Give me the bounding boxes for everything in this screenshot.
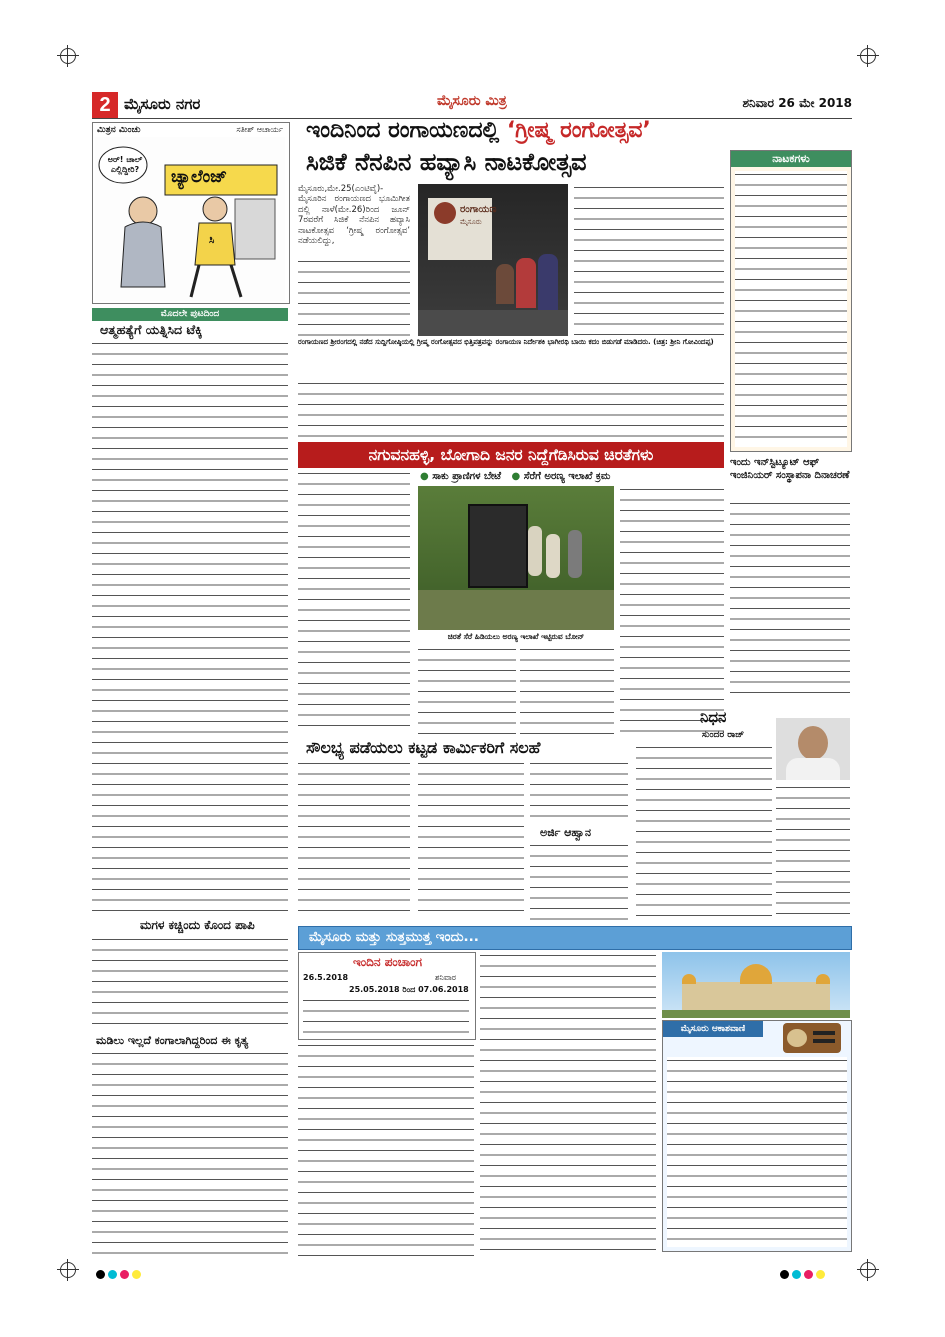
registration-mark-top-right (860, 48, 876, 64)
main-story-col3 (298, 380, 724, 438)
crime-story-body (92, 936, 288, 1028)
main-headline-prefix: ಇಂದಿನಿಂದ ರಂಗಾಯಣದಲ್ಲಿ (306, 118, 507, 143)
cartoon-box (92, 122, 290, 304)
cartoon-artist: ಸತೀಶ್ ಆಚಾರ್ಯ (236, 125, 283, 134)
cartoon-title: ಮಿತ್ರನ ಮಿಂಚು (97, 125, 141, 135)
panchanga-day: ಶನಿವಾರ (435, 973, 457, 982)
main-story-headline-line1 (306, 118, 651, 143)
story-left-headline: ಆತ್ಮಹತ್ಯೆಗೆ ಯತ್ನಿಸಿದ ಟೆಕ್ಕಿ (100, 322, 203, 337)
cartoon-speech-bubble: ಅರ್‌! ಚಾಲ್‌ ಎಲ್ಲಿದ್ದೀರಿ? (107, 155, 143, 174)
forest-story-col3 (520, 646, 614, 734)
color-dots-right (780, 1264, 828, 1283)
panchanga-title: ಇಂದಿನ ಪಂಚಾಂಗ (353, 955, 422, 969)
forest-story-tags: ● ಸಾಕು ಪ್ರಾಣಿಗಳ ಬೇಟೆ ● ಸೆರೆಗೆ ಅರಣ್ಯ ಇಲಾಖೆ ಕ್ರಮ (420, 471, 611, 482)
workers-story-col3 (530, 760, 628, 822)
radio-icon (783, 1023, 841, 1053)
page-date: ಶನಿವಾರ 26 ಮೇ 2018 (742, 96, 852, 110)
panchanga-range: 25.05.2018 ರಿಂದ 07.06.2018 (349, 985, 469, 994)
obituary-title: ನಿಧನ (700, 708, 727, 726)
main-headline-highlight: ‘ಗ್ರೀಷ್ಮ ರಂಗೋತ್ಸವ’ (506, 118, 651, 143)
forest-tag-2: ಸೆರೆಗೆ ಅರಣ್ಯ ಇಲಾಖೆ ಕ್ರಮ (523, 471, 611, 482)
forest-story-col1 (298, 470, 410, 734)
plays-box (730, 150, 852, 452)
cartoon-sign: ಚ್ಯಾಲೆಂಜ್ (171, 167, 228, 187)
registration-mark-bottom-left (60, 1262, 76, 1278)
section-name: ಮೈಸೂರು ನಗರ (124, 95, 201, 113)
events-banner-text: ಮೈಸೂರು ಮತ್ತು ಸುತ್ತಮುತ್ತ ಇಂದು... (309, 929, 479, 945)
panchanga-date: 26.5.2018 (303, 973, 349, 982)
banner-text: ರಂಗಾಯಣ (460, 204, 497, 215)
radio-box (662, 1020, 852, 1252)
application-title: ಅರ್ಜಿ ಆಹ್ವಾನ (540, 826, 592, 839)
obituary-body (636, 744, 772, 920)
story-left-kicker: ಮೊದಲೇ ಪುಟದಿಂದ (92, 308, 288, 321)
obituary-body-wide (776, 784, 850, 920)
institute-story-body (730, 500, 850, 700)
crime-story2-headline: ಮಡಿಲು ಇಲ್ಲದೆ ಕಂಗಾಲಾಗಿದ್ದರಿಂದ ಈ ಕೃತ್ಯ (96, 1034, 249, 1047)
forest-story-col4 (620, 486, 727, 734)
obituary-name: ಸುಂದರ ರಾಜ್ (701, 730, 745, 740)
page-number: 2 (92, 92, 118, 118)
events-col1 (298, 1042, 474, 1258)
events-col2 (480, 952, 656, 1258)
crime-story-headline: ಮಗಳ ಕಚ್ಚಿಂದು ಕೊಂದ ಪಾಪಿ (140, 918, 255, 932)
main-story-photo (418, 184, 568, 336)
forest-story-photo (418, 486, 614, 630)
banner-sub: ಮೈಸೂರು (460, 218, 482, 226)
forest-story-headline: ನಗುವನಹಳ್ಳಿ, ಬೋಗಾದಿ ಜನರ ನಿದ್ದೆಗೆಡಿಸಿರುವ ಚಿರತೆಗಳು (298, 442, 724, 468)
application-body (530, 842, 628, 920)
workers-story-headline: ಸೌಲಭ್ಯ ಪಡೆಯಲು ಕಟ್ಟಡ ಕಾರ್ಮಿಕರಿಗೆ ಸಲಹೆ (306, 738, 541, 757)
cartoon-shirt-text: ಸಿ (209, 235, 215, 246)
masthead: ಮೈಸೂರು ಮಿತ್ರ (437, 93, 507, 109)
forest-story-col2 (418, 646, 516, 734)
panchanga-details (303, 997, 469, 1035)
forest-story-caption: ಚಿರತೆ ಸೆರೆ ಹಿಡಿಯಲು ಅರಣ್ಯ ಇಲಾಖೆ ಇಟ್ಟಿರುವ ಬೋನ್ (447, 632, 585, 641)
workers-story-col2 (418, 760, 524, 920)
crime-story2-body (92, 1050, 288, 1258)
page-header (92, 92, 852, 119)
obituary-photo (776, 718, 850, 780)
palace-photo (662, 952, 850, 1018)
plays-box-title: ನಾಟಕಗಳು (731, 151, 851, 167)
plays-box-list (735, 171, 847, 447)
registration-mark-top-left (60, 48, 76, 64)
story-left-body (92, 340, 288, 912)
main-story-dateline: ಮೈಸೂರು,ಮೇ.25(ಎಂಟಿವೈ)- ಮೈಸೂರಿನ ರಂಗಾಯಣದ ಭೂಮಿಗೀತ ದಲ್ಲಿ ನಾಳೆ(ಮೇ.26)ರಿಂದ ಜೂನ್ 7ರವರೆಗೆ ಸಿಜಿಕೆ ನೆನಪಿನ ಹವ್ಯಾಸಿ ನಾಟಕೋತ್ಸವ ‘ಗ್ರೀಷ್ಮ ರಂಗೋತ್ಸವ’ ನಡೆಯಲಿದ್ದು, (298, 184, 410, 247)
radio-schedule (667, 1057, 847, 1247)
institute-story-headline: ಇಂದು ಇನ್‌ಸ್ಟಿಟ್ಯೂಟ್ ಆಫ್ ಇಂಜಿನಿಯರ್ ಸಂಸ್ಥಾಪನಾ ದಿನಾಚರಣೆ (730, 457, 850, 481)
workers-story-col1 (298, 760, 410, 920)
events-banner (298, 926, 852, 950)
registration-mark-bottom-right (860, 1262, 876, 1278)
main-story-headline-line2: ಸಿಜಿಕೆ ನೆನಪಿನ ಹವ್ಯಾಸಿ ನಾಟಕೋತ್ಸವ (306, 148, 587, 176)
color-dots-left (96, 1264, 144, 1283)
forest-tag-1: ಸಾಕು ಪ್ರಾಣಿಗಳ ಬೇಟೆ (432, 471, 502, 482)
main-story-col2 (574, 184, 724, 336)
main-story-col1 (298, 258, 410, 336)
main-story-caption: ರಂಗಾಯಣದ ಶ್ರೀರಂಗದಲ್ಲಿ ನಡೆದ ಸುದ್ದಿಗೋಷ್ಠಿಯಲ್ಲಿ ಗ್ರೀಷ್ಮ ರಂಗೋತ್ಸವದ ಭಿತ್ತಿಪತ್ರವನ್ನು ರಂಗಾಯಣ ನಿರ್ದೇಶಕಿ ಭಾಗೀರಥಿ ಬಾಯಿ ಕದಂ ಬಿಡುಗಡೆ ಮಾಡಿದರು. (ಚಿತ್ರ: ಶ್ರೀನಿ ಗೋವಿಂದಪ್ಪ) (298, 338, 714, 346)
panchanga-box (298, 952, 476, 1040)
radio-title: ಮೈಸೂರು ಆಕಾಶವಾಣಿ (663, 1021, 763, 1037)
